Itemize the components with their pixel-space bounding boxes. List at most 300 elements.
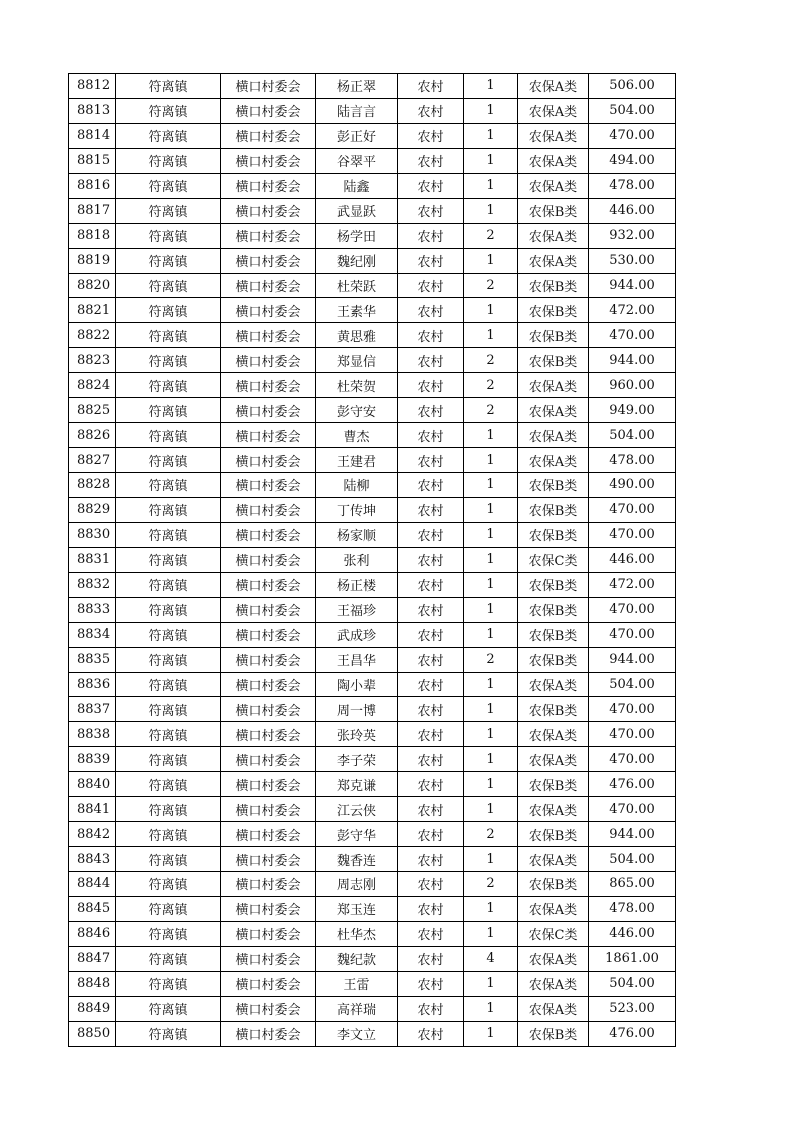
cell-member-count: 1: [464, 497, 518, 522]
cell-record-id: 8823: [69, 348, 116, 373]
table-row: [69, 373, 676, 398]
cell-village-committee: 横口村委会: [221, 996, 316, 1021]
cell-village-committee: 横口村委会: [221, 572, 316, 597]
cell-town: 符离镇: [116, 522, 221, 547]
table-row: [69, 98, 676, 123]
cell-town: 符离镇: [116, 921, 221, 946]
cell-record-id: 8843: [69, 847, 116, 872]
cell-amount: 470.00: [589, 597, 676, 622]
cell-member-count: 1: [464, 148, 518, 173]
cell-household-type: 农村: [398, 1021, 464, 1046]
cell-record-id: 8839: [69, 747, 116, 772]
cell-record-id: 8838: [69, 722, 116, 747]
cell-record-id: 8825: [69, 398, 116, 423]
cell-insurance-category: 农保B类: [518, 298, 589, 323]
cell-amount: 865.00: [589, 872, 676, 897]
cell-name: 黄思雅: [316, 323, 398, 348]
cell-record-id: 8821: [69, 298, 116, 323]
cell-village-committee: 横口村委会: [221, 398, 316, 423]
cell-name: 陆言言: [316, 98, 398, 123]
cell-insurance-category: 农保A类: [518, 148, 589, 173]
cell-village-committee: 横口村委会: [221, 672, 316, 697]
cell-village-committee: 横口村委会: [221, 747, 316, 772]
cell-amount: 470.00: [589, 622, 676, 647]
cell-member-count: 1: [464, 572, 518, 597]
cell-village-committee: 横口村委会: [221, 223, 316, 248]
cell-village-committee: 横口村委会: [221, 323, 316, 348]
cell-record-id: 8815: [69, 148, 116, 173]
cell-town: 符离镇: [116, 822, 221, 847]
cell-record-id: 8817: [69, 198, 116, 223]
cell-name: 周一博: [316, 697, 398, 722]
cell-name: 王建君: [316, 448, 398, 473]
cell-insurance-category: 农保A类: [518, 996, 589, 1021]
table-row: [69, 398, 676, 423]
table-row: [69, 223, 676, 248]
cell-record-id: 8824: [69, 373, 116, 398]
cell-insurance-category: 农保B类: [518, 697, 589, 722]
cell-name: 张玲英: [316, 722, 398, 747]
cell-record-id: 8814: [69, 123, 116, 148]
cell-member-count: 2: [464, 398, 518, 423]
cell-town: 符离镇: [116, 298, 221, 323]
cell-household-type: 农村: [398, 946, 464, 971]
cell-member-count: 2: [464, 348, 518, 373]
table-row: [69, 248, 676, 273]
cell-town: 符离镇: [116, 497, 221, 522]
cell-member-count: 2: [464, 373, 518, 398]
cell-town: 符离镇: [116, 547, 221, 572]
cell-name: 杨家顺: [316, 522, 398, 547]
cell-amount: 494.00: [589, 148, 676, 173]
table-row: [69, 697, 676, 722]
cell-town: 符离镇: [116, 697, 221, 722]
cell-town: 符离镇: [116, 622, 221, 647]
cell-insurance-category: 农保B类: [518, 772, 589, 797]
cell-record-id: 8841: [69, 797, 116, 822]
cell-name: 李子荣: [316, 747, 398, 772]
cell-record-id: 8812: [69, 74, 116, 99]
cell-amount: 470.00: [589, 722, 676, 747]
cell-village-committee: 横口村委会: [221, 273, 316, 298]
cell-amount: 490.00: [589, 473, 676, 498]
cell-household-type: 农村: [398, 597, 464, 622]
cell-record-id: 8820: [69, 273, 116, 298]
cell-village-committee: 横口村委会: [221, 597, 316, 622]
cell-member-count: 1: [464, 971, 518, 996]
cell-amount: 470.00: [589, 497, 676, 522]
cell-member-count: 1: [464, 747, 518, 772]
cell-insurance-category: 农保B类: [518, 572, 589, 597]
cell-record-id: 8836: [69, 672, 116, 697]
cell-record-id: 8842: [69, 822, 116, 847]
cell-amount: 476.00: [589, 1021, 676, 1046]
cell-amount: 476.00: [589, 772, 676, 797]
cell-amount: 472.00: [589, 572, 676, 597]
cell-household-type: 农村: [398, 971, 464, 996]
cell-household-type: 农村: [398, 822, 464, 847]
cell-village-committee: 横口村委会: [221, 248, 316, 273]
table-row: [69, 622, 676, 647]
cell-record-id: 8822: [69, 323, 116, 348]
cell-town: 符离镇: [116, 722, 221, 747]
cell-town: 符离镇: [116, 946, 221, 971]
cell-name: 魏纪款: [316, 946, 398, 971]
cell-name: 郑克谦: [316, 772, 398, 797]
cell-village-committee: 横口村委会: [221, 98, 316, 123]
table-row: [69, 123, 676, 148]
cell-village-committee: 横口村委会: [221, 497, 316, 522]
cell-member-count: 2: [464, 822, 518, 847]
table-row: [69, 946, 676, 971]
cell-name: 王福珍: [316, 597, 398, 622]
cell-village-committee: 横口村委会: [221, 1021, 316, 1046]
cell-insurance-category: 农保B类: [518, 348, 589, 373]
cell-village-committee: 横口村委会: [221, 173, 316, 198]
cell-name: 丁传坤: [316, 497, 398, 522]
cell-village-committee: 横口村委会: [221, 522, 316, 547]
cell-household-type: 农村: [398, 497, 464, 522]
cell-household-type: 农村: [398, 323, 464, 348]
cell-record-id: 8840: [69, 772, 116, 797]
cell-amount: 446.00: [589, 921, 676, 946]
cell-town: 符离镇: [116, 747, 221, 772]
cell-member-count: 4: [464, 946, 518, 971]
cell-member-count: 1: [464, 448, 518, 473]
cell-amount: 446.00: [589, 198, 676, 223]
cell-record-id: 8818: [69, 223, 116, 248]
cell-village-committee: 横口村委会: [221, 847, 316, 872]
cell-amount: 470.00: [589, 323, 676, 348]
cell-household-type: 农村: [398, 772, 464, 797]
cell-insurance-category: 农保A类: [518, 74, 589, 99]
cell-town: 符离镇: [116, 647, 221, 672]
cell-name: 高祥瑞: [316, 996, 398, 1021]
cell-record-id: 8826: [69, 423, 116, 448]
cell-village-committee: 横口村委会: [221, 473, 316, 498]
cell-town: 符离镇: [116, 597, 221, 622]
table-row: [69, 497, 676, 522]
table-row: [69, 647, 676, 672]
cell-record-id: 8830: [69, 522, 116, 547]
table-body: [69, 74, 676, 1047]
cell-member-count: 1: [464, 597, 518, 622]
cell-name: 彭守安: [316, 398, 398, 423]
cell-town: 符离镇: [116, 797, 221, 822]
cell-member-count: 1: [464, 98, 518, 123]
cell-town: 符离镇: [116, 348, 221, 373]
cell-insurance-category: 农保B类: [518, 622, 589, 647]
cell-amount: 944.00: [589, 822, 676, 847]
cell-village-committee: 横口村委会: [221, 622, 316, 647]
cell-household-type: 农村: [398, 373, 464, 398]
cell-amount: 530.00: [589, 248, 676, 273]
cell-insurance-category: 农保A类: [518, 223, 589, 248]
cell-household-type: 农村: [398, 273, 464, 298]
cell-insurance-category: 农保B类: [518, 323, 589, 348]
cell-amount: 504.00: [589, 423, 676, 448]
cell-village-committee: 横口村委会: [221, 971, 316, 996]
cell-name: 曹杰: [316, 423, 398, 448]
cell-name: 陶小辈: [316, 672, 398, 697]
cell-household-type: 农村: [398, 996, 464, 1021]
cell-village-committee: 横口村委会: [221, 772, 316, 797]
cell-town: 符离镇: [116, 198, 221, 223]
cell-record-id: 8835: [69, 647, 116, 672]
cell-member-count: 1: [464, 298, 518, 323]
cell-town: 符离镇: [116, 74, 221, 99]
cell-insurance-category: 农保B类: [518, 497, 589, 522]
cell-insurance-category: 农保B类: [518, 522, 589, 547]
cell-insurance-category: 农保B类: [518, 198, 589, 223]
table-row: [69, 797, 676, 822]
cell-insurance-category: 农保B类: [518, 473, 589, 498]
cell-insurance-category: 农保A类: [518, 248, 589, 273]
cell-insurance-category: 农保A类: [518, 448, 589, 473]
cell-town: 符离镇: [116, 847, 221, 872]
table-row: [69, 772, 676, 797]
table-row: [69, 273, 676, 298]
cell-member-count: 2: [464, 872, 518, 897]
cell-name: 魏纪刚: [316, 248, 398, 273]
cell-village-committee: 横口村委会: [221, 722, 316, 747]
cell-record-id: 8846: [69, 921, 116, 946]
cell-name: 杨正翠: [316, 74, 398, 99]
cell-record-id: 8834: [69, 622, 116, 647]
table-row: [69, 323, 676, 348]
table-row: [69, 423, 676, 448]
cell-town: 符离镇: [116, 98, 221, 123]
cell-amount: 1861.00: [589, 946, 676, 971]
cell-village-committee: 横口村委会: [221, 822, 316, 847]
cell-record-id: 8831: [69, 547, 116, 572]
table-row: [69, 448, 676, 473]
cell-village-committee: 横口村委会: [221, 647, 316, 672]
cell-village-committee: 横口村委会: [221, 547, 316, 572]
cell-name: 杨学田: [316, 223, 398, 248]
cell-town: 符离镇: [116, 1021, 221, 1046]
cell-household-type: 农村: [398, 722, 464, 747]
cell-household-type: 农村: [398, 797, 464, 822]
cell-member-count: 1: [464, 996, 518, 1021]
cell-record-id: 8827: [69, 448, 116, 473]
cell-record-id: 8844: [69, 872, 116, 897]
cell-amount: 506.00: [589, 74, 676, 99]
cell-household-type: 农村: [398, 647, 464, 672]
cell-member-count: 1: [464, 198, 518, 223]
cell-town: 符离镇: [116, 323, 221, 348]
cell-insurance-category: 农保A类: [518, 747, 589, 772]
cell-name: 王昌华: [316, 647, 398, 672]
cell-village-committee: 横口村委会: [221, 348, 316, 373]
cell-record-id: 8845: [69, 896, 116, 921]
cell-name: 张利: [316, 547, 398, 572]
cell-record-id: 8837: [69, 697, 116, 722]
cell-insurance-category: 农保A类: [518, 423, 589, 448]
cell-member-count: 1: [464, 1021, 518, 1046]
cell-insurance-category: 农保B类: [518, 273, 589, 298]
cell-town: 符离镇: [116, 672, 221, 697]
cell-record-id: 8832: [69, 572, 116, 597]
table-row: [69, 822, 676, 847]
cell-name: 李文立: [316, 1021, 398, 1046]
cell-town: 符离镇: [116, 273, 221, 298]
cell-member-count: 1: [464, 672, 518, 697]
cell-amount: 470.00: [589, 747, 676, 772]
table-row: [69, 148, 676, 173]
cell-town: 符离镇: [116, 473, 221, 498]
table-row: [69, 173, 676, 198]
cell-name: 杜荣贺: [316, 373, 398, 398]
cell-village-committee: 横口村委会: [221, 797, 316, 822]
cell-insurance-category: 农保B类: [518, 872, 589, 897]
cell-household-type: 农村: [398, 672, 464, 697]
cell-member-count: 1: [464, 323, 518, 348]
cell-name: 陆鑫: [316, 173, 398, 198]
cell-household-type: 农村: [398, 348, 464, 373]
cell-household-type: 农村: [398, 248, 464, 273]
table-row: [69, 1021, 676, 1046]
cell-amount: 504.00: [589, 672, 676, 697]
table-row: [69, 872, 676, 897]
cell-insurance-category: 农保B类: [518, 1021, 589, 1046]
cell-amount: 960.00: [589, 373, 676, 398]
cell-name: 郑玉连: [316, 896, 398, 921]
cell-insurance-category: 农保A类: [518, 672, 589, 697]
cell-insurance-category: 农保B类: [518, 647, 589, 672]
cell-amount: 446.00: [589, 547, 676, 572]
cell-household-type: 农村: [398, 747, 464, 772]
cell-town: 符离镇: [116, 173, 221, 198]
table-row: [69, 971, 676, 996]
cell-insurance-category: 农保B类: [518, 597, 589, 622]
cell-amount: 504.00: [589, 971, 676, 996]
table-row: [69, 198, 676, 223]
cell-name: 杨正楼: [316, 572, 398, 597]
table-row: [69, 572, 676, 597]
cell-town: 符离镇: [116, 223, 221, 248]
cell-village-committee: 横口村委会: [221, 921, 316, 946]
cell-household-type: 农村: [398, 74, 464, 99]
cell-village-committee: 横口村委会: [221, 697, 316, 722]
cell-village-committee: 横口村委会: [221, 946, 316, 971]
table-row: [69, 547, 676, 572]
cell-name: 王雷: [316, 971, 398, 996]
cell-record-id: 8813: [69, 98, 116, 123]
cell-name: 杜荣跃: [316, 273, 398, 298]
cell-member-count: 1: [464, 74, 518, 99]
cell-record-id: 8816: [69, 173, 116, 198]
table-row: [69, 522, 676, 547]
cell-name: 谷翠平: [316, 148, 398, 173]
cell-household-type: 农村: [398, 572, 464, 597]
cell-member-count: 1: [464, 797, 518, 822]
cell-member-count: 1: [464, 173, 518, 198]
cell-name: 江云侠: [316, 797, 398, 822]
cell-amount: 478.00: [589, 896, 676, 921]
cell-amount: 470.00: [589, 123, 676, 148]
table-row: [69, 74, 676, 99]
cell-household-type: 农村: [398, 697, 464, 722]
cell-town: 符离镇: [116, 872, 221, 897]
cell-name: 武显跃: [316, 198, 398, 223]
cell-insurance-category: 农保A类: [518, 398, 589, 423]
cell-amount: 478.00: [589, 448, 676, 473]
cell-town: 符离镇: [116, 572, 221, 597]
cell-town: 符离镇: [116, 248, 221, 273]
cell-member-count: 2: [464, 223, 518, 248]
cell-village-committee: 横口村委会: [221, 373, 316, 398]
cell-insurance-category: 农保A类: [518, 946, 589, 971]
cell-village-committee: 横口村委会: [221, 448, 316, 473]
cell-village-committee: 横口村委会: [221, 423, 316, 448]
cell-town: 符离镇: [116, 971, 221, 996]
cell-member-count: 1: [464, 896, 518, 921]
table-row: [69, 896, 676, 921]
cell-town: 符离镇: [116, 772, 221, 797]
cell-town: 符离镇: [116, 148, 221, 173]
cell-amount: 944.00: [589, 647, 676, 672]
cell-amount: 944.00: [589, 348, 676, 373]
cell-household-type: 农村: [398, 398, 464, 423]
cell-town: 符离镇: [116, 423, 221, 448]
cell-household-type: 农村: [398, 473, 464, 498]
cell-town: 符离镇: [116, 896, 221, 921]
cell-household-type: 农村: [398, 547, 464, 572]
table-row: [69, 722, 676, 747]
cell-amount: 504.00: [589, 98, 676, 123]
table-row: [69, 298, 676, 323]
cell-record-id: 8833: [69, 597, 116, 622]
cell-village-committee: 横口村委会: [221, 896, 316, 921]
cell-amount: 470.00: [589, 697, 676, 722]
cell-name: 彭正好: [316, 123, 398, 148]
cell-amount: 932.00: [589, 223, 676, 248]
cell-household-type: 农村: [398, 622, 464, 647]
cell-amount: 470.00: [589, 522, 676, 547]
cell-amount: 523.00: [589, 996, 676, 1021]
table-row: [69, 672, 676, 697]
cell-member-count: 1: [464, 248, 518, 273]
cell-name: 陆柳: [316, 473, 398, 498]
cell-household-type: 农村: [398, 173, 464, 198]
cell-household-type: 农村: [398, 448, 464, 473]
cell-record-id: 8850: [69, 1021, 116, 1046]
cell-household-type: 农村: [398, 148, 464, 173]
cell-member-count: 1: [464, 697, 518, 722]
cell-name: 杜华杰: [316, 921, 398, 946]
cell-household-type: 农村: [398, 847, 464, 872]
cell-insurance-category: 农保B类: [518, 822, 589, 847]
table-row: [69, 597, 676, 622]
cell-amount: 470.00: [589, 797, 676, 822]
cell-town: 符离镇: [116, 123, 221, 148]
cell-member-count: 1: [464, 772, 518, 797]
cell-household-type: 农村: [398, 423, 464, 448]
cell-household-type: 农村: [398, 921, 464, 946]
table-row: [69, 847, 676, 872]
cell-town: 符离镇: [116, 448, 221, 473]
cell-record-id: 8848: [69, 971, 116, 996]
cell-village-committee: 横口村委会: [221, 872, 316, 897]
cell-insurance-category: 农保C类: [518, 547, 589, 572]
cell-insurance-category: 农保A类: [518, 847, 589, 872]
cell-household-type: 农村: [398, 896, 464, 921]
cell-household-type: 农村: [398, 198, 464, 223]
cell-household-type: 农村: [398, 223, 464, 248]
cell-village-committee: 横口村委会: [221, 198, 316, 223]
cell-record-id: 8828: [69, 473, 116, 498]
